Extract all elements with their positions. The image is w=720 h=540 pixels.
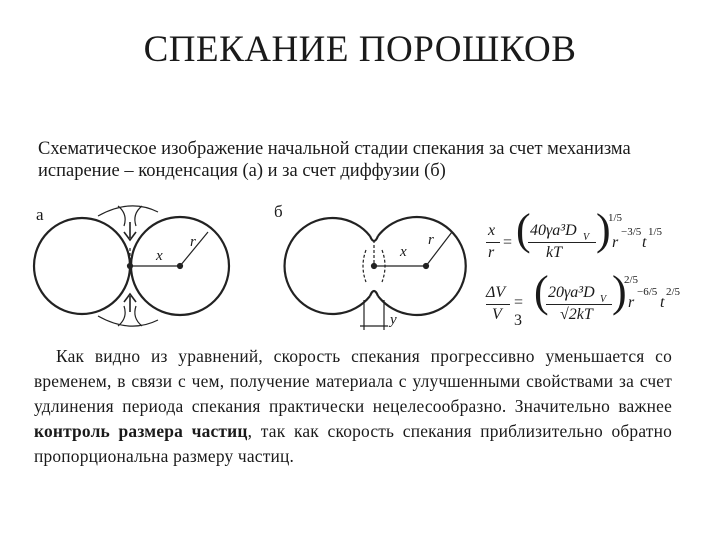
body-text-bold: контроль размера частиц — [34, 421, 248, 441]
diagram-b-x-label: x — [400, 244, 407, 260]
diagram-b — [285, 217, 466, 330]
diagram-a-x-label: x — [156, 248, 163, 264]
diagram-a-label: а — [36, 205, 44, 224]
neck-center-a — [128, 264, 132, 268]
diagram-a — [34, 206, 229, 326]
body-paragraph — [34, 344, 672, 469]
slide-title: СПЕКАНИЕ ПОРОШКОВ — [143, 29, 577, 70]
particle-a-left — [34, 218, 130, 314]
vapor-arrow-top — [98, 206, 158, 216]
vapor-arrow-bottom — [98, 316, 158, 326]
diagram-b-r-label: r — [428, 232, 434, 248]
diagram-b-label: б — [274, 202, 283, 221]
particle-center-b — [424, 264, 428, 268]
figure-caption: Схематическое изображение начальной стадии спекания за счет механизма испарение – конденсация (а) и за счет диффузии (б) — [38, 139, 631, 181]
body-text-part2: , так как скорость спекания приблизительно обратно пропорциональна размеру частиц. — [34, 421, 672, 466]
body-text-part1: Как видно из уравнений, скорость спекания прогрессивно уменьшается со временем, в связи с чем, получение материала с улучшенными свойствами за счет удлинения периода спекания практически нецелесообразно. Значительно важнее — [34, 346, 672, 416]
diagram-a-r-label: r — [190, 234, 196, 250]
particle-b-left — [285, 218, 370, 314]
particle-center-a — [178, 264, 182, 268]
diagram-b-y-label: y — [390, 312, 397, 328]
neck-center-b — [372, 264, 376, 268]
